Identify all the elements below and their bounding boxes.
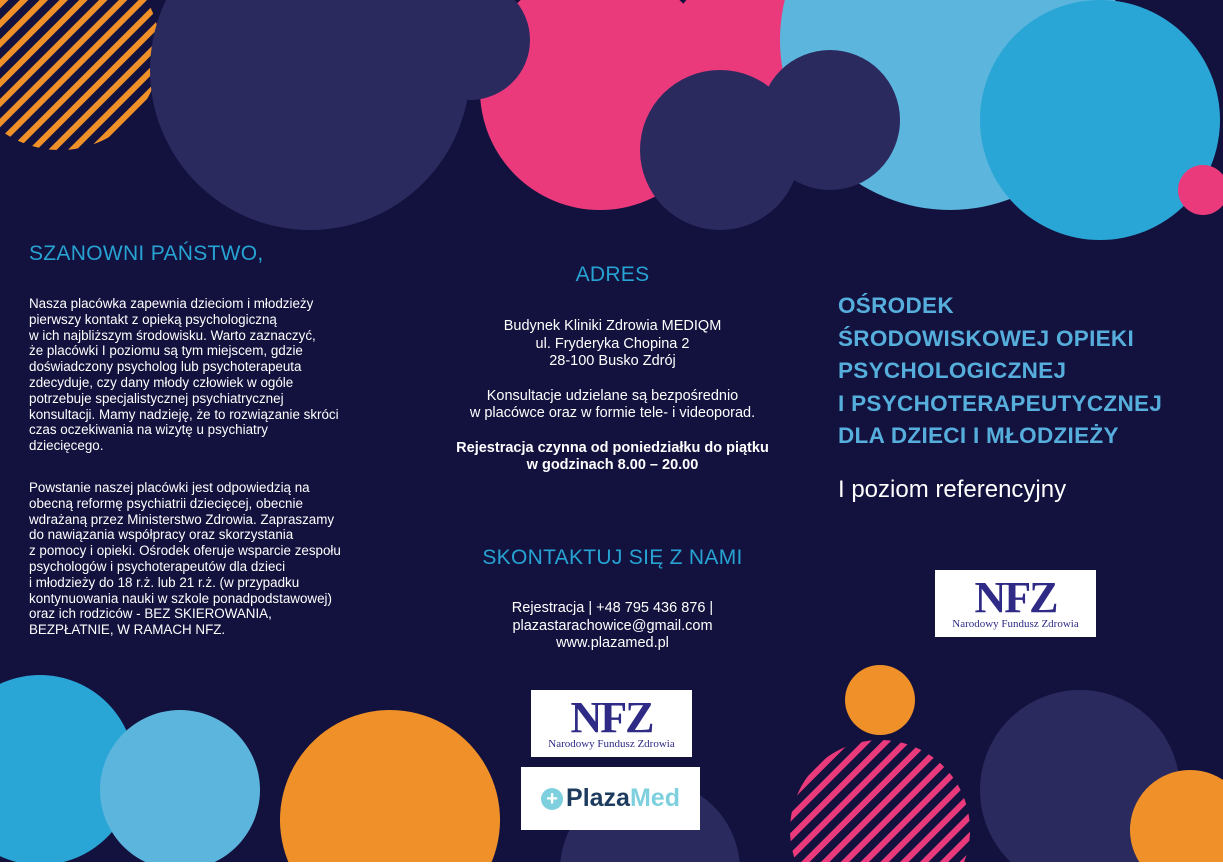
reform-paragraph: Powstanie naszej placówki jest odpowiedzią na obecną reformę psychiatrii dziecięcej, obecnie wdrażaną przez Ministerstwo Zdrowia. Zapraszamy do nawiązania współpracy oraz skorzystania z pomocy i opieki. Ośrodek oferuje wsparcie zespołu psychologów i psychoterapeutów dla dzieci i młodzieży do 18 r.ż. lub 21 r.ż. (w przypadku kontynuowania nauki w szkole ponadpodstawowej) oraz ich rodziców - BEZ SKIEROWANIA, BEZPŁATNIE, W RAMACH NFZ.	[29, 480, 341, 638]
striped-circle-orange	[0, 0, 160, 150]
intro-paragraph: Nasza placówka zapewnia dzieciom i młodzieży pierwszy kontakt z opieką psychologiczną w ich najbliższym środowisku. Warto zaznaczyć, że placówki I poziomu są tym miejscem, gdzie doświadczony psycholog lub psychoterapeuta zdecyduje, czy dany młody człowiek w ogóle potrzebuje specjalistycznej psychiatrycznej konsultacji. Mamy nadzieję, że to rozwiązanie skróci czas oczekiwania na wizytę u psychiatry dziecięcego.	[29, 296, 339, 454]
plus-circle-icon: +	[541, 788, 563, 810]
striped-circle-pink	[790, 740, 970, 867]
level-subtitle: I poziom referencyjny	[838, 476, 1067, 503]
center-title: OŚRODEK ŚRODOWISKOWEJ OPIEKI PSYCHOLOGICZNEJ I PSYCHOTERAPEUTYCZNEJ DLA DZIECI I MŁODZIEŻY	[838, 293, 1163, 448]
address-heading: ADRES	[575, 263, 650, 286]
nfz-logo-right: NFZ Narodowy Fundusz Zdrowia	[935, 570, 1096, 637]
phone: Rejestracja | +48 795 436 876 |	[511, 600, 714, 616]
plazamed-logo: + Plaza Med	[521, 767, 700, 830]
greeting-heading: SZANOWNI PAŃSTWO,	[29, 242, 264, 265]
website-link[interactable]: www.plazamed.pl	[556, 635, 669, 651]
address-block: Budynek Kliniki Zdrowia MEDIQM ul. Fryderyka Chopina 2 28-100 Busko Zdrój Konsultacje udzielane są bezpośrednio w placówce oraz w formie tele- i videoporad. Rejestracja czynna od poniedziałku do piątku w godzinach 8.00 – 20.00	[456, 318, 769, 473]
contact-block	[420, 600, 805, 653]
email-link[interactable]: plazastarachowice@gmail.com	[512, 617, 713, 634]
contact-heading: SKONTAKTUJ SIĘ Z NAMI	[482, 546, 743, 569]
nfz-logo: NFZ Narodowy Fundusz Zdrowia	[531, 690, 692, 757]
